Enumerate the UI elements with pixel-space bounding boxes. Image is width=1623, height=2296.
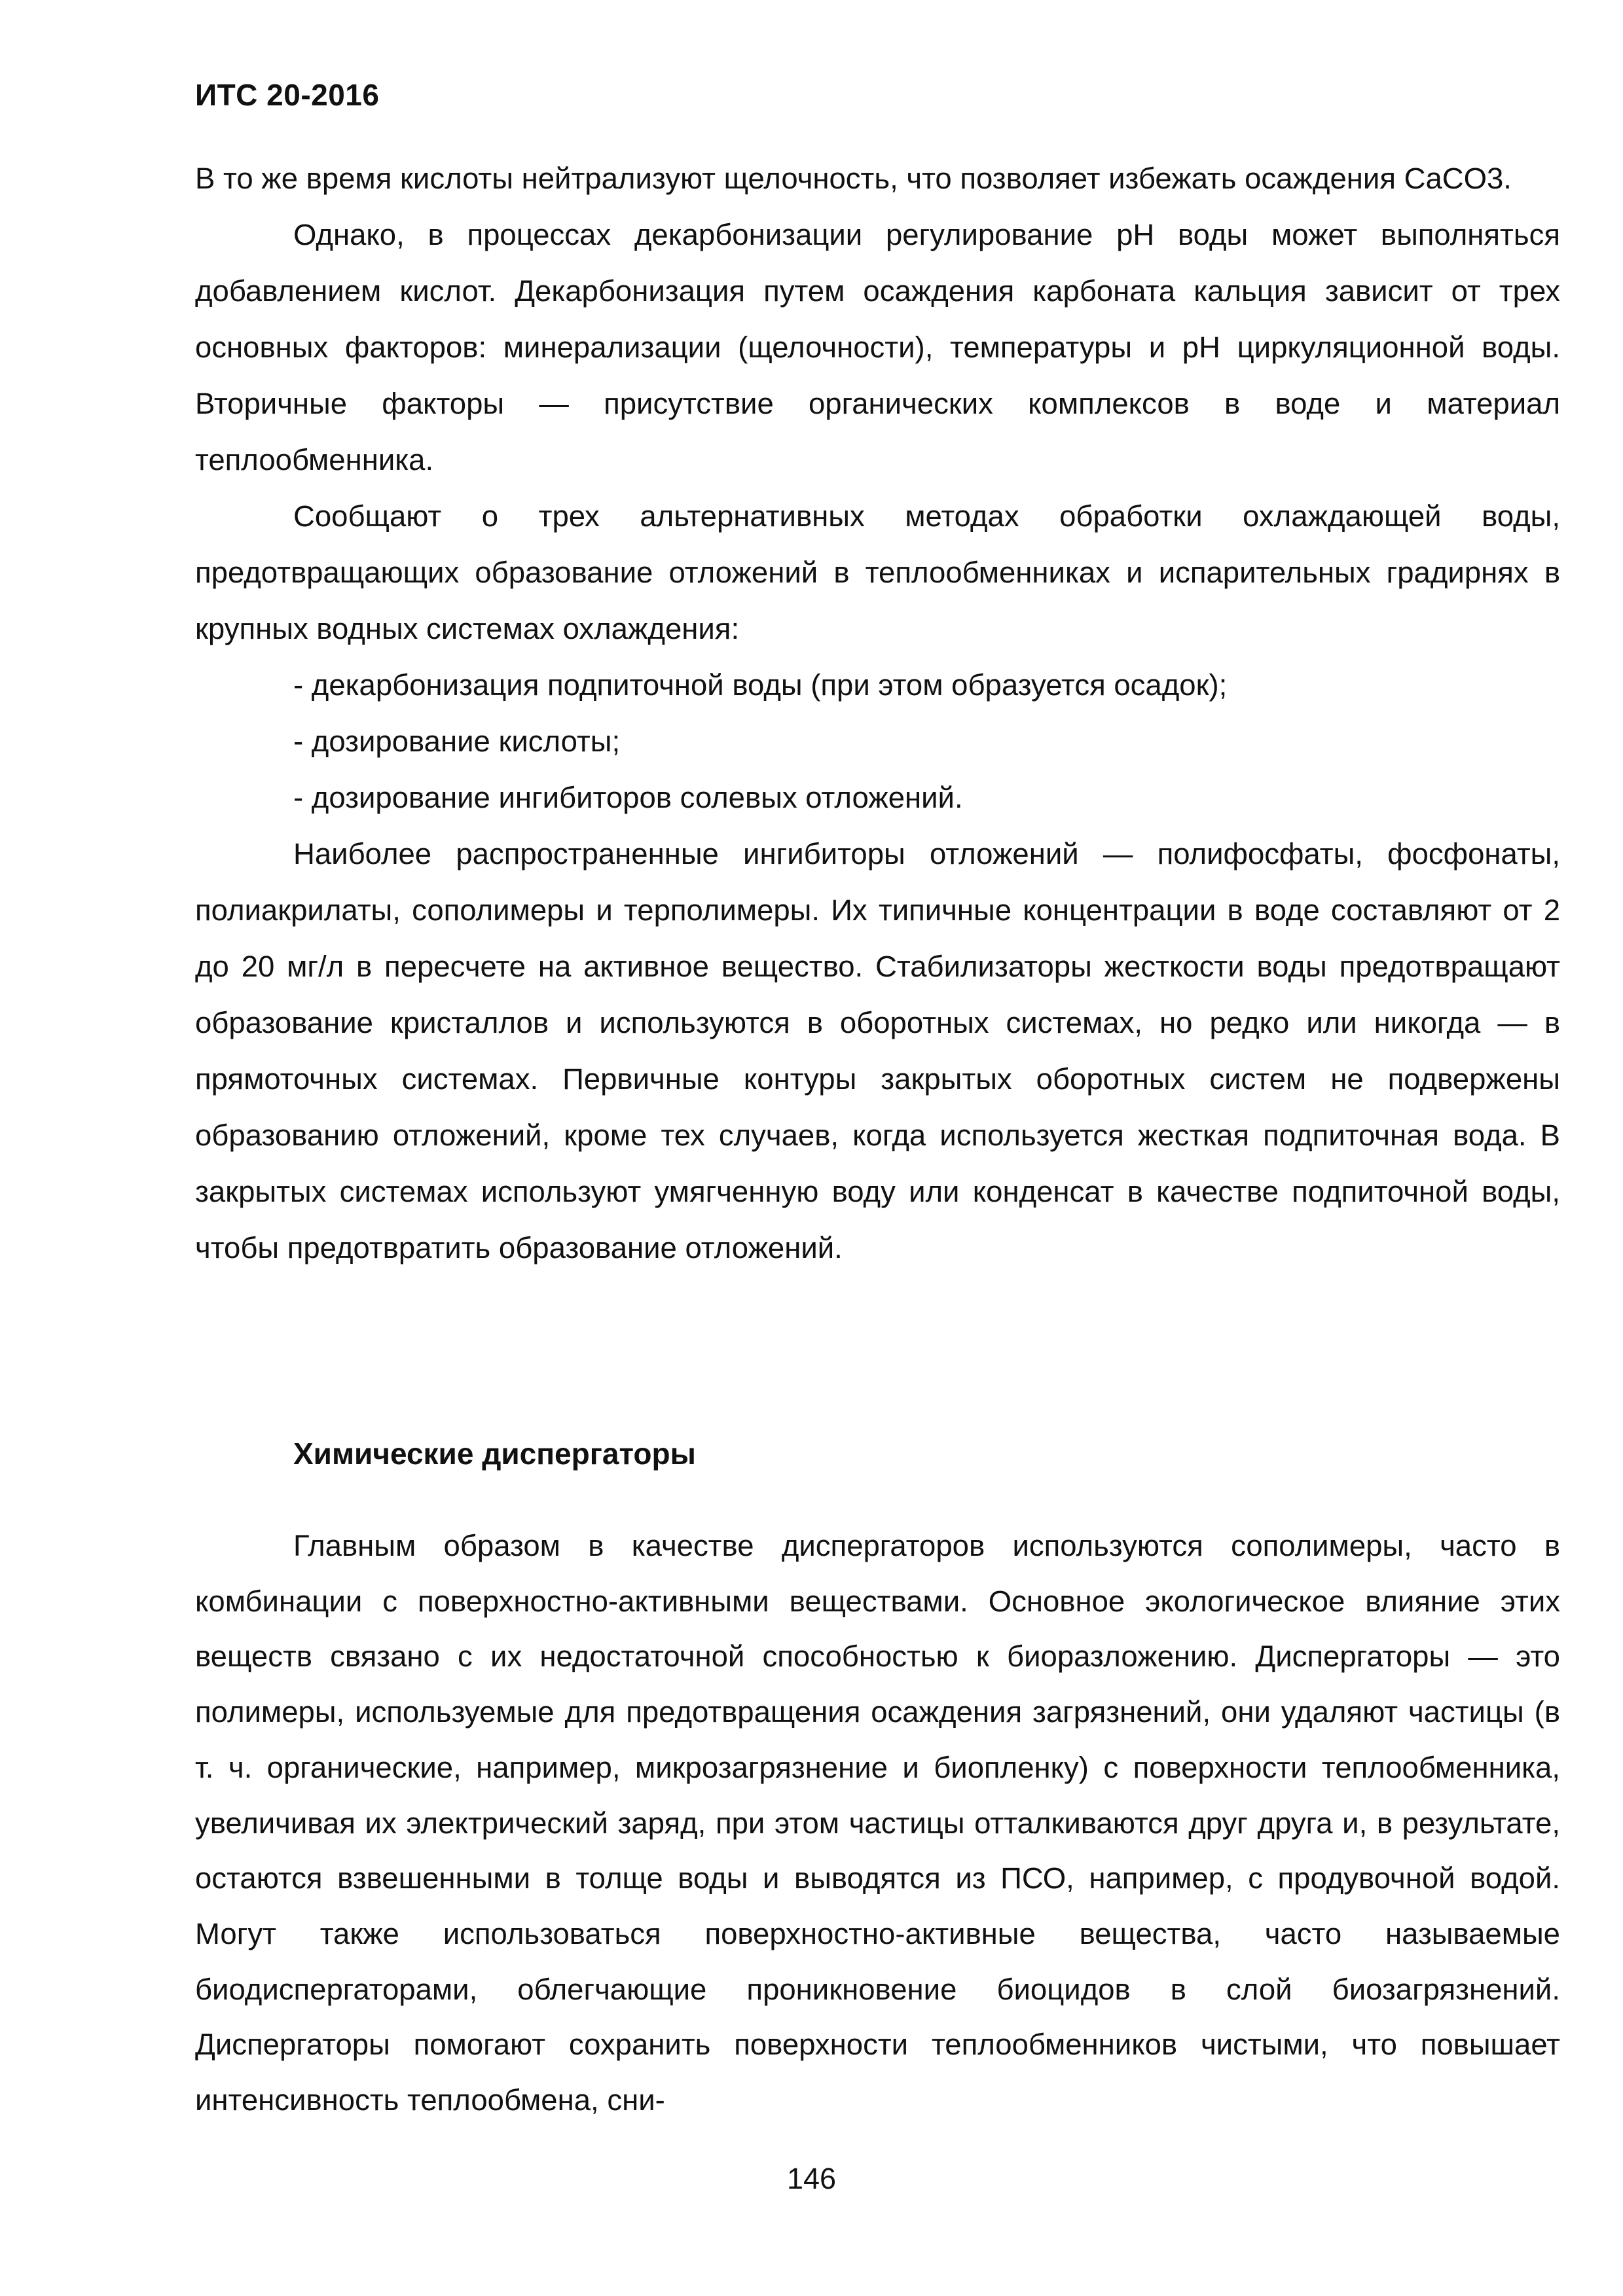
section-heading-dispersants: Химические диспергаторы — [293, 1437, 696, 1471]
list-item-inhibitor-dosing: - дозирование ингибиторов солевых отложений. — [293, 781, 963, 814]
section-intro-text — [195, 151, 1560, 1276]
paragraph-treatment-methods: Сообщают о трех альтернативных методах обработки охлаждающей воды, предотвращающих образование отложений в теплообменниках и испарительных градирнях в крупных водных системах охлаждения: — [195, 499, 1560, 645]
list-item-decarbonization: - декарбонизация подпиточной воды (при этом образуется осадок); — [293, 668, 1228, 702]
page-number: 146 — [786, 2162, 837, 2195]
section-dispersants-text — [195, 1518, 1560, 2128]
paragraph-inhibitors: Наиболее распространенные ингибиторы отложений — полифосфаты, фосфонаты, полиакрилаты, сополимеры и терполимеры. Их типичные концентрации в воде составляют от 2 до 20 мг/л в пересчете на активное вещество. Стабилизаторы жесткости воды предотвращают образование кристаллов и используются в оборотных системах, но редко или никогда — в прямоточных системах. Первичные контуры закрытых оборотных систем не подвержены образованию отложений, кроме тех случаев, когда используется жесткая подпиточная вода. В закрытых системах используют умягченную воду или конденсат в качестве подпиточной воды, чтобы предотвратить образование отложений. — [195, 837, 1560, 1265]
paragraph-decarbonization: Однако, в процессах декарбонизации регулирование pH воды может выполняться добавлением кислот. Декарбонизация путем осаждения карбоната кальция зависит от трех основных факторов: минерализации (щелочности), температуры и pH циркуляционной воды. Вторичные факторы — присутствие органических комплексов в воде и материал теплообменника. — [195, 218, 1560, 476]
paragraph-dispersants: Главным образом в качестве диспергаторов используются сополимеры, часто в комбинации с поверхностно-активными веществами. Основное экологическое влияние этих веществ связано с их недостаточной способностью к биоразложению. Диспергаторы — это полимеры, используемые для предотвращения осаждения загрязнений, они удаляют частицы (в т. ч. органические, например, микрозагрязнение и биопленку) с поверхности теплообменника, увеличивая их электрический заряд, при этом частицы отталкиваются друг друга и, в результате, остаются взвешенными в толще воды и выводятся из ПСО, например, с продувочной водой. Могут также использоваться поверхностно-активные вещества, часто называемые биодиспергаторами, облегчающие проникновение биоцидов в слой биозагрязнений. Диспергаторы помогают сохранить поверхности теплообменников чистыми, что повышает интенсивность теплообмена, сни- — [195, 1529, 1560, 2117]
document-code-header: ИТС 20-2016 — [195, 78, 380, 112]
list-item-acid-dosing: - дозирование кислоты; — [293, 725, 621, 758]
paragraph-acid-neutralization: В то же время кислоты нейтрализуют щелочность, что позволяет избежать осаждения CaCO3. — [195, 162, 1512, 195]
